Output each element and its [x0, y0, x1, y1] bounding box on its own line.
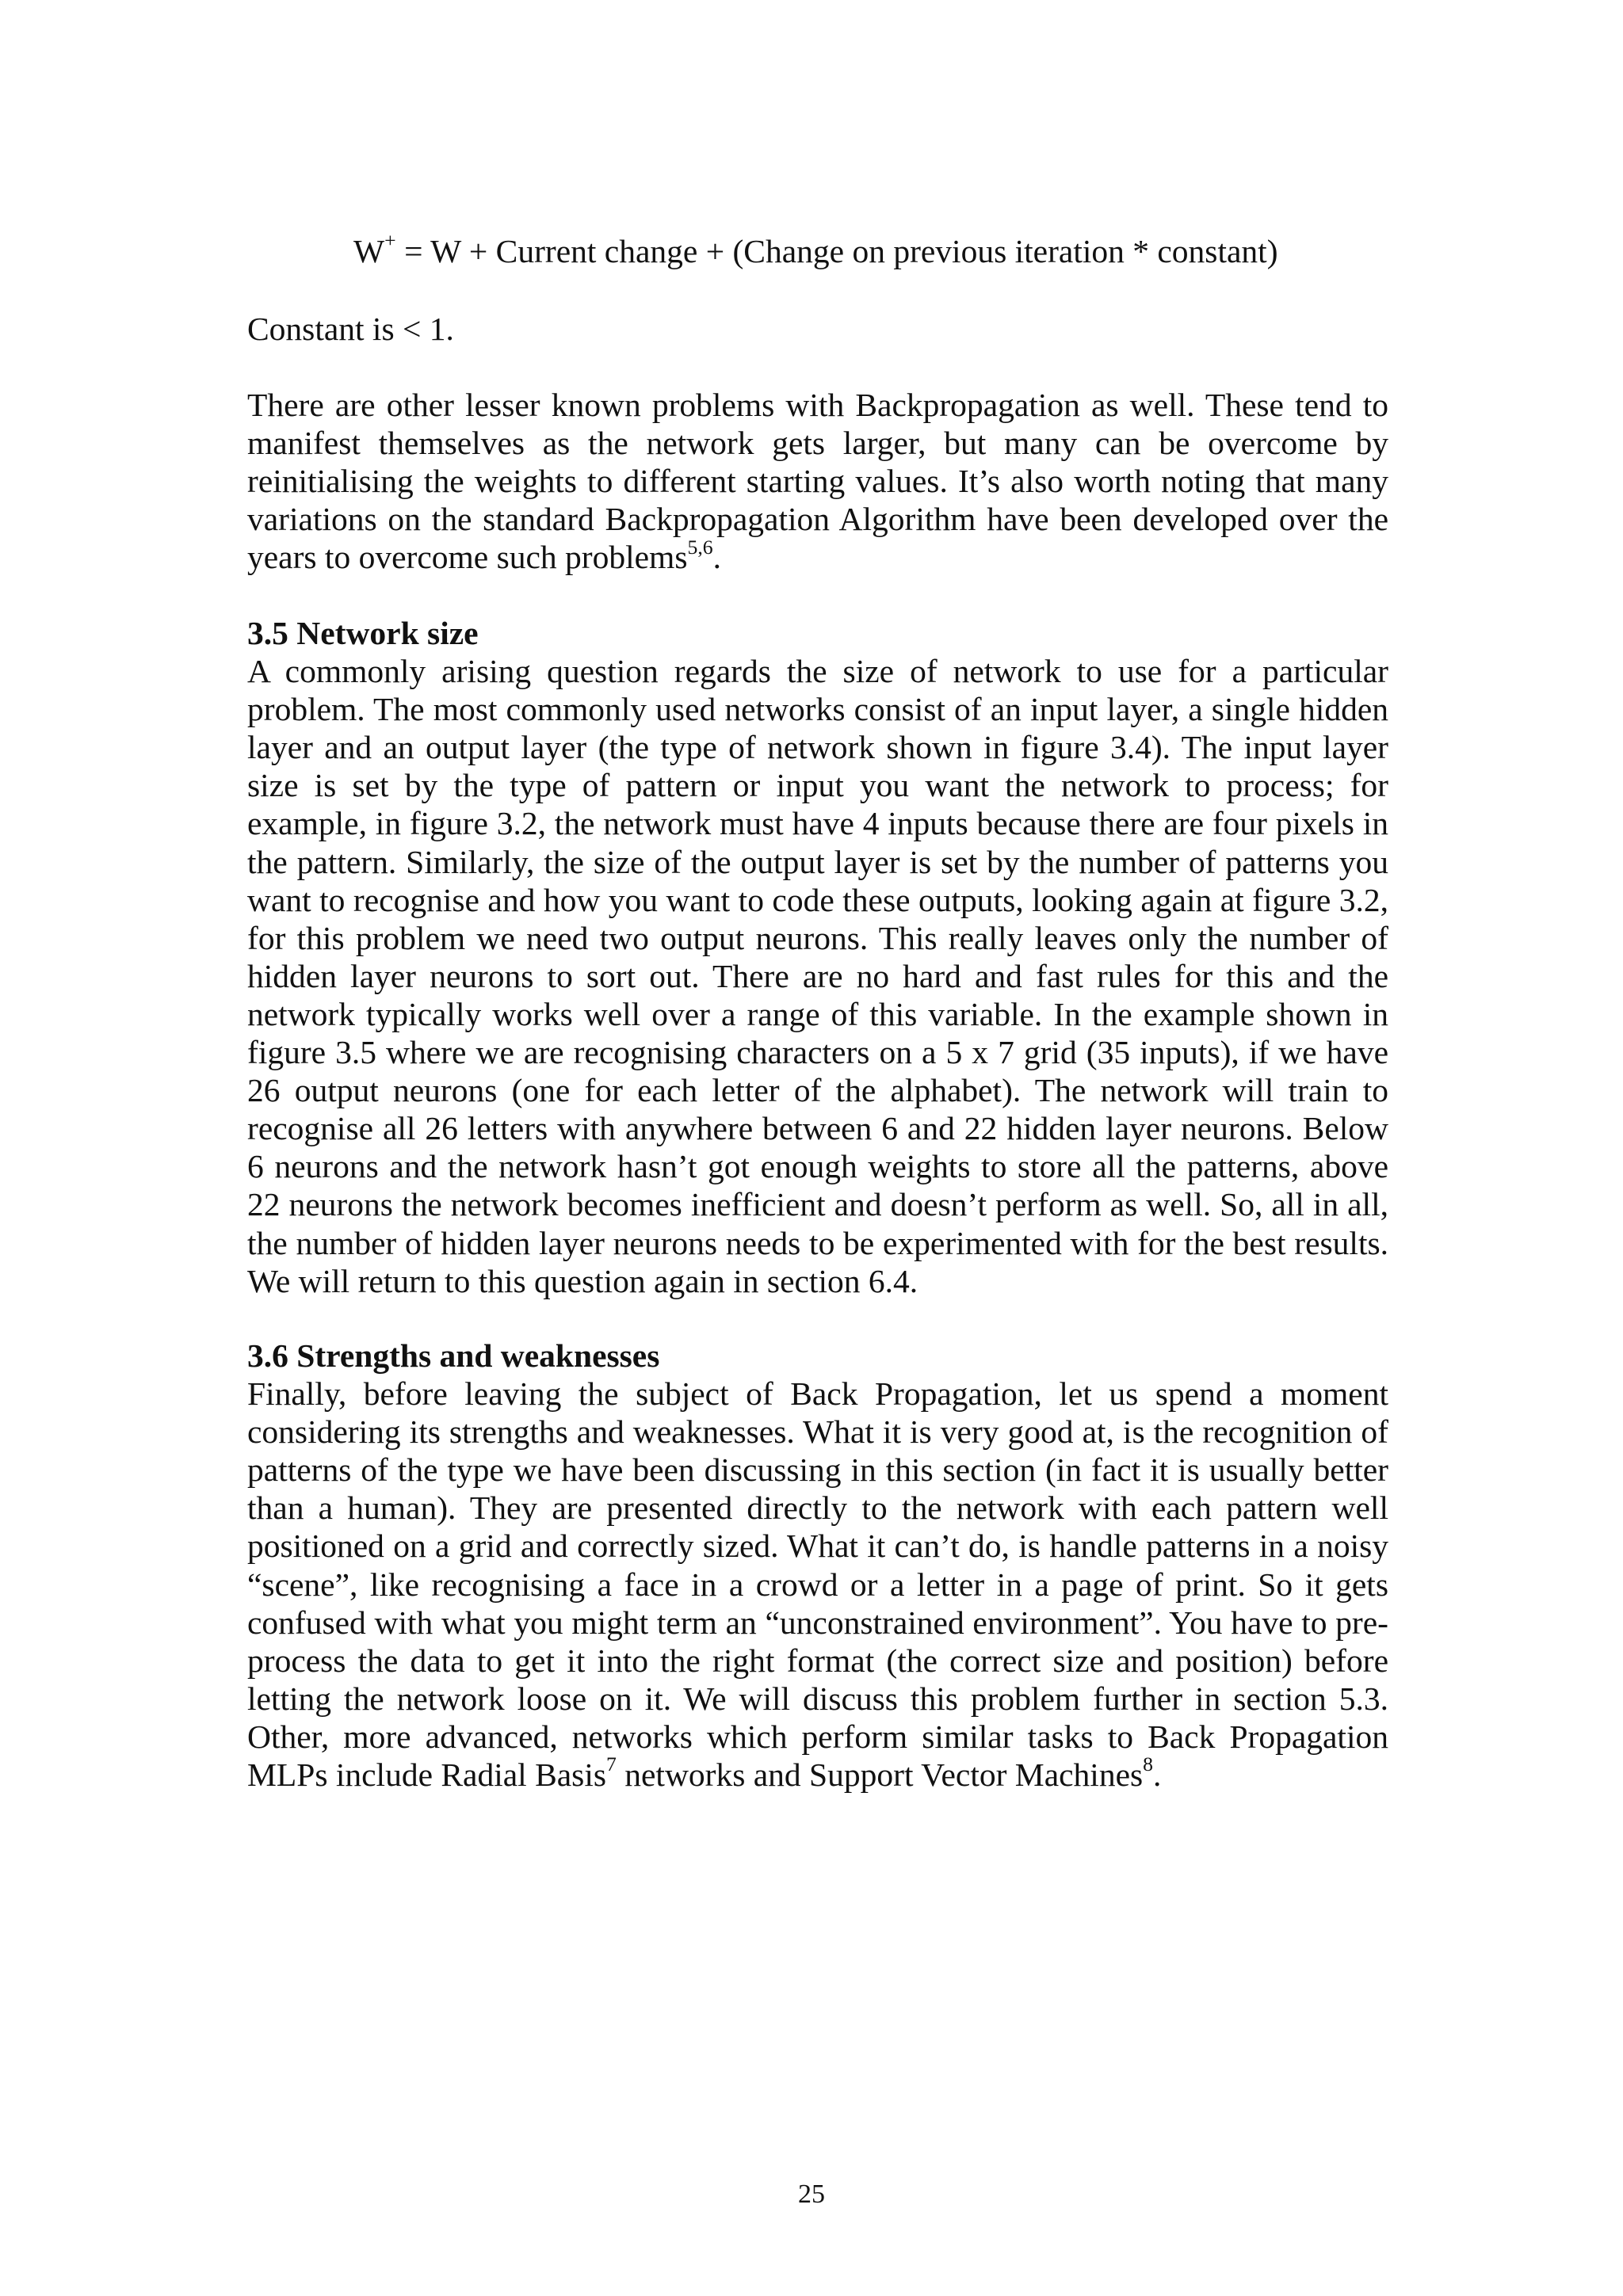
- formula-w-symbol: W: [353, 233, 385, 269]
- paragraph-end: .: [712, 539, 721, 576]
- section-body-part2: networks and Support Vector Machines: [616, 1756, 1144, 1794]
- footnote-ref: 5,6: [687, 535, 713, 559]
- section-body-part1: Finally, before leaving the subject of Back Propagation, let us spend a moment considering its strengths and weaknesses. What it is very good at, is the recognition of patterns of the type we have been discussing in this section (in fact it is usually better than a human). They are presented directly to the network with each pattern well positioned on a grid and correctly sized. What it can’t do, is handle patterns in a noisy “scene”, like recognising a face in a crowd or a letter in a page of print. So it gets confused with what you might term an “unconstrained environment”. You have to pre-process the data to get it into the right format (the correct size and position) before letting the network loose on it. We will discuss this problem further in section 5.3. Other, more advanced, networks which perform similar tasks to Back Propagation MLPs include Radial Basis: [247, 1375, 1388, 1794]
- section-strengths-weaknesses: [247, 1337, 1388, 1794]
- footnote-ref-svm: 8: [1143, 1753, 1153, 1776]
- section-network-size: [247, 614, 1388, 1300]
- page-number: 25: [798, 2180, 825, 2209]
- backprop-problems-paragraph: [247, 386, 1388, 576]
- momentum-formula: [353, 229, 1278, 270]
- section-heading: 3.6 Strengths and weaknesses: [247, 1337, 660, 1374]
- formula-rest: = W + Current change + (Change on previous iteration * constant): [395, 233, 1278, 269]
- footnote-ref-radial-basis: 7: [606, 1753, 617, 1776]
- section-body: A commonly arising question regards the size of network to use for a particular problem. The most commonly used networks consist of an input layer, a single hidden layer and an output layer (the type of network shown in figure 3.4). The input layer size is set by the type of pattern or input you want the network to process; for example, in figure 3.2, the network must have 4 inputs because there are four pixels in the pattern. Similarly, the size of the output layer is set by the number of patterns you want to recognise and how you want to code these outputs, looking again at figure 3.2, for this problem we need two output neurons. This really leaves only the number of hidden layer neurons to sort out. There are no hard and fast rules for this and the network typically works well over a range of this variable. In the example shown in figure 3.5 where we are recognising characters on a 5 x 7 grid (35 inputs), if we have 26 output neurons (one for each letter of the alphabet). The network will train to recognise all 26 letters with anywhere between 6 and 22 hidden layer neurons. Below 6 neurons and the network hasn’t got enough weights to store all the patterns, above 22 neurons the network becomes inefficient and doesn’t perform as well. So, all in all, the number of hidden layer neurons needs to be experimented with for the best results. We will return to this question again in section 6.4.: [247, 653, 1388, 1299]
- section-heading: 3.5 Network size: [247, 615, 479, 651]
- paragraph-text: There are other lesser known problems with Backpropagation as well. These tend to manifest themselves as the network gets larger, but many can be overcome by reinitialising the weights to different starting values. It’s also worth noting that many variations on the standard Backpropagation Algorithm have been developed over the years to overcome such problems: [247, 387, 1388, 576]
- formula-w-superscript: +: [384, 229, 396, 253]
- constant-statement: Constant is < 1.: [247, 311, 454, 347]
- section-body-end: .: [1153, 1756, 1162, 1794]
